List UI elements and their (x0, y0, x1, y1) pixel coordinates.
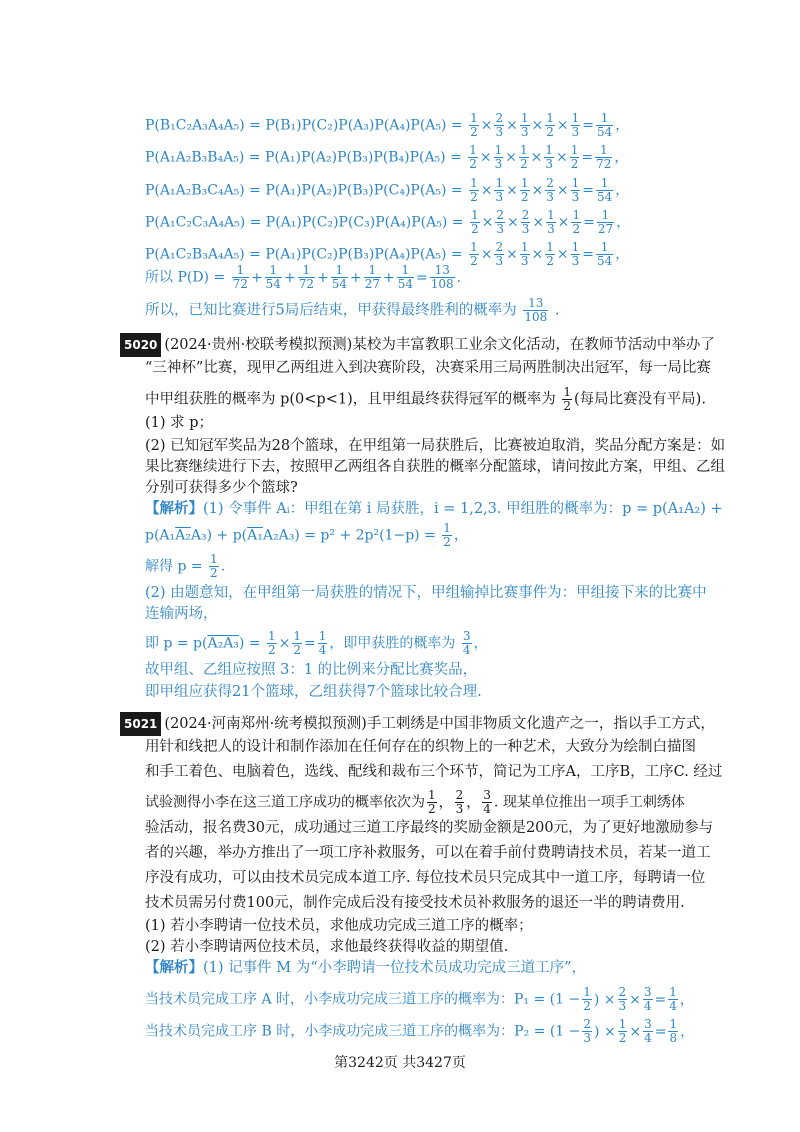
probability-line: P(A₁A₂B₃C₄A₅) = P(A₁)P(A₂)P(B₃)P(C₄)P(A₅) = $\frac{1}{2}$ × $\frac{1}{3}$ × $\frac{1}{2}$ × $\frac{2}{3}$ × $\frac{1}{3}$ = $\frac{1}{54}$ ， (145, 176, 630, 204)
frac-num: 1 (232, 264, 249, 278)
fraction (596, 177, 613, 204)
q5021-text-5: 验活动，报名费30元，成功通过三道工序最终的奖励金额是200元，为了更好地激励参与 (145, 820, 714, 836)
fraction (520, 112, 530, 139)
q5021-text-3: 和手工着色、电脑着色，选线、配线和裁布三个环节，简记为工序A，工序B，工序C. 经过 (145, 764, 723, 780)
probability-lhs: P(A₁C₂B₃A₄A₅) = P(A₁)P(C₂)P(B₃)P(A₄)P(A₅) = (145, 246, 468, 263)
frac-num: 1 (495, 176, 504, 190)
probability-lhs: P(A₁A₂B₃C₄A₅) = P(A₁)P(A₂)P(B₃)P(C₄)P(A₅) = (145, 182, 468, 199)
frac-den: 8 (669, 1031, 678, 1045)
fraction (494, 241, 504, 268)
frac-num: 1 (470, 240, 478, 254)
sol-fraction (292, 630, 302, 657)
fraction (469, 112, 479, 139)
sol-text: 当技术员完成工序 A 时，小李成功完成三道工序的概率为：P₁ = (1 − (145, 991, 581, 1008)
q5020-sol2d: 故甲组、乙组应按照 3：1 的比例来分配比赛奖品， (145, 662, 478, 678)
sol-text: 解得 p = (145, 558, 203, 575)
q5020-text-1: (2024·贵州·校联考模拟预测)某校为丰富教职工业余文化活动，在教师节活动中举办了 (164, 337, 715, 353)
frac-den: 3 (495, 254, 504, 268)
frac-num: 1 (547, 208, 555, 222)
frac-num: 2 (618, 985, 627, 999)
frac-num: 2 (496, 208, 504, 222)
sol-text: (1) 记事件 M 为“小李聘请一位技术员成功完成三道工序”， (203, 960, 587, 976)
fraction (495, 209, 505, 236)
sol-text: 当技术员完成工序 B 时，小李成功完成三道工序的概率为：P₂ = (1 − (145, 1023, 581, 1040)
fraction (545, 177, 555, 204)
frac-num: 1 (571, 111, 580, 125)
frac-num: 13 (523, 297, 548, 311)
frac-den: 4 (483, 802, 491, 816)
frac-den: 2 (470, 254, 478, 268)
conclusion-text: 所以，已知比赛进行5局后结束，甲获得最终胜利的概率为 (145, 302, 517, 319)
q5020-part2a: (2) 已知冠军奖品为28个篮球，在甲组第一局获胜后，比赛被迫取消，奖品分配方案是：如 (145, 438, 726, 454)
frac-num: 1 (596, 241, 613, 255)
frac-den: 54 (265, 277, 281, 291)
fraction (618, 986, 628, 1013)
frac-den: 3 (455, 802, 464, 816)
frac-num: 1 (571, 240, 580, 254)
frac-num: 1 (268, 629, 276, 643)
fraction (494, 177, 504, 204)
frac-num: 1 (596, 177, 613, 191)
frac-num: 1 (469, 143, 477, 157)
fraction (331, 264, 348, 291)
conclusion-line: 所以，已知比赛进行5局后结束，甲获得最终胜利的概率为 $\frac{13}{108}$ . (145, 296, 560, 324)
frac-num: 2 (495, 240, 504, 254)
sol-fraction (209, 553, 219, 580)
fraction (520, 177, 530, 204)
fraction (469, 241, 479, 268)
fraction (364, 264, 381, 291)
prob-fractions: $\frac{1}{2}$ ， $\frac{2}{3}$ ， $\frac{3}{4}$ (428, 788, 491, 816)
frac-num: 1 (520, 240, 529, 254)
probability-line: P(A₁C₂C₃A₄A₅) = P(A₁)P(C₂)P(C₃)P(A₄)P(A₅) = $\frac{1}{2}$ × $\frac{2}{3}$ × $\frac{2}{3}$ × $\frac{1}{3}$ × $\frac{1}{2}$ = $\frac{1}{27}$ ， (145, 208, 631, 236)
frac-den: 2 (268, 643, 276, 657)
q5021-line4 (145, 789, 685, 816)
frac-num: 1 (298, 264, 315, 278)
q5020-text-3a: 中甲组获胜的概率为 p(0<p<1)，且甲组最终获得冠军的概率为 (145, 391, 556, 408)
frac-num: 1 (520, 143, 528, 157)
frac-den: 108 (430, 277, 454, 291)
frac-den: 72 (298, 277, 314, 291)
overline-term: A₂A₃ (207, 635, 239, 652)
fraction (582, 986, 592, 1013)
frac-num: 2 (521, 208, 530, 222)
frac-num: 1 (669, 985, 677, 999)
q5021-text-7: 序没有成功，可以由技术员完成本道工序. 每位技术员只完成其中一道工序，每聘请一位 (145, 870, 706, 886)
page-footer: 第3242页 共3427页 (334, 1055, 466, 1071)
frac-den: 72 (596, 157, 612, 171)
sol-fractions: $\frac{1}{2}$ ) × $\frac{2}{3}$ × $\frac{3}{4}$ = $\frac{1}{4}$ ， (583, 985, 694, 1013)
frac-num: 1 (520, 111, 529, 125)
frac-num: 1 (520, 176, 529, 190)
fraction (546, 209, 556, 236)
frac-den: 3 (546, 190, 554, 204)
q5020-text-3b: (每局比赛没有平局). (574, 391, 706, 408)
fraction (482, 789, 492, 816)
q5020-line1 (120, 333, 715, 357)
q5020-sol2b: 连输两场， (145, 606, 218, 622)
fraction (643, 1018, 653, 1045)
q5021-part2: (2) 若小李聘请两位技术员，求他最终获得收益的期望值. (145, 939, 509, 955)
frac-num: 1 (293, 629, 302, 643)
sol-text: (1) 令事件 Aᵢ：甲组在第 i 局获胜，i = 1,2,3. 甲组胜的概率为：p = p(A₁A₂) + (203, 501, 723, 517)
question-number: 5021 (120, 712, 161, 736)
fraction (595, 144, 612, 171)
frac-den: 27 (597, 222, 614, 236)
frac-num: 1 (397, 264, 414, 278)
frac-den: 3 (496, 222, 504, 236)
fraction (232, 264, 249, 291)
frac-num: 1 (583, 985, 591, 999)
sol-fraction (318, 630, 328, 657)
q5020-part2c: 分别可获得多少个篮球? (145, 480, 298, 496)
frac-den: 54 (331, 277, 347, 291)
frac-num: 1 (546, 111, 554, 125)
fraction (582, 1018, 592, 1045)
frac-den: 2 (520, 157, 528, 171)
frac-den: 3 (618, 999, 627, 1013)
frac-den: 2 (583, 999, 591, 1013)
fraction (596, 241, 613, 268)
frac-den: 4 (643, 999, 652, 1013)
fraction (520, 241, 530, 268)
fraction (597, 209, 614, 236)
frac-num: 1 (331, 264, 348, 278)
q5020-text-2: “三神杯”比赛，现甲乙两组进入到决赛阶段，决赛采用三局两胜制决出冠军，每一局比赛 (145, 360, 711, 376)
probability-line: P(A₁A₂B₃B₄A₅) = P(A₁)P(A₂)P(B₃)P(B₄)P(A₅) = $\frac{1}{2}$ × $\frac{1}{3}$ × $\frac{1}{2}$ × $\frac{1}{3}$ × $\frac{1}{2}$ = $\frac{1}{72}$ ， (145, 143, 629, 171)
fraction (494, 112, 504, 139)
q5021-text-4a: 试验测得小李在这三道工序成功的概率依次为 (145, 794, 425, 811)
q5021-text-8: 技术员需另付费100元，制作完成后没有接受技术员补救服务的退还一半的聘请费用. (145, 895, 685, 911)
frac-den: 2 (572, 222, 581, 236)
question-number: 5020 (120, 333, 161, 357)
frac-num: 1 (443, 521, 451, 535)
frac-den: 3 (547, 222, 555, 236)
fraction (571, 112, 581, 139)
q5020-sol1c: 解得 p = $\frac{1}{2}$ . (145, 552, 226, 580)
q5020-sol2e: 即甲组应获得21个篮球，乙组获得7个篮球比较合理. (145, 684, 482, 700)
frac-den: 27 (364, 277, 380, 291)
sum-fractions: $\frac{1}{72}$ + $\frac{1}{54}$ + $\frac{1}{72}$ + $\frac{1}{54}$ + $\frac{1}{27}$ + $\frac{1}{54}$ = $\frac{13}{108}$ . (232, 263, 462, 291)
frac-num: 1 (545, 143, 554, 157)
frac-den: 3 (571, 190, 580, 204)
q5021-sol2 (145, 986, 694, 1013)
frac-num: 1 (364, 264, 381, 278)
frac-den: 2 (469, 157, 477, 171)
frac-num: 1 (494, 143, 503, 157)
fraction (571, 177, 581, 204)
frac-den: 2 (470, 190, 478, 204)
frac-den: 3 (571, 254, 580, 268)
frac-num: 1 (318, 629, 327, 643)
q5021-sol3 (145, 1018, 694, 1045)
frac-num: 1 (572, 208, 581, 222)
frac-num: 3 (462, 629, 471, 643)
fraction (427, 789, 437, 816)
frac-den: 54 (397, 277, 414, 291)
frac-den: 4 (669, 999, 677, 1013)
frac-den: 2 (520, 190, 529, 204)
frac-den: 3 (571, 125, 580, 139)
sol-fraction (462, 630, 472, 657)
frac-den: 3 (495, 125, 504, 139)
fraction (469, 177, 479, 204)
frac-den: 3 (494, 157, 503, 171)
frac-den: 2 (428, 802, 436, 816)
fraction (668, 1018, 678, 1045)
frac-num: 2 (455, 788, 464, 802)
frac-den: 2 (210, 566, 218, 580)
q5021-line1 (120, 712, 715, 736)
frac-num: 1 (597, 209, 614, 223)
q5021-sol1 (145, 958, 586, 978)
fraction (545, 241, 555, 268)
probability-lhs: P(A₁C₂C₃A₄A₅) = P(A₁)P(C₂)P(C₃)P(A₄)P(A₅) = (145, 214, 468, 231)
frac-num: 1 (428, 788, 436, 802)
q5020-sol1a (145, 499, 723, 519)
sol-text: 即 p = p( (145, 635, 208, 652)
fraction (618, 1018, 628, 1045)
q5020-part2b: 果比赛继续进行下去，按照甲乙两组各自获胜的概率分配篮球，请问按此方案，甲组、乙组 (145, 459, 725, 475)
frac-den: 3 (520, 254, 529, 268)
probability-lhs: P(A₁A₂B₃B₄A₅) = P(A₁)P(A₂)P(B₃)P(B₄)P(A₅) = (145, 149, 467, 166)
fraction (265, 264, 282, 291)
q5021-text-1: (2024·河南郑州·统考模拟预测)手工刺绣是中国非物质文化遗产之一，指以手工方式， (164, 716, 715, 732)
frac-num: 13 (430, 264, 455, 278)
probability-line: P(A₁C₂B₃A₄A₅) = P(A₁)P(C₂)P(B₃)P(A₄)P(A₅) = $\frac{1}{2}$ × $\frac{2}{3}$ × $\frac{1}{3}$ × $\frac{1}{2}$ × $\frac{1}{3}$ = $\frac{1}{54}$ ， (145, 240, 630, 268)
probability-lhs: P(B₁C₂A₃A₄A₅) = P(B₁)P(C₂)P(A₃)P(A₄)P(A₅) = (145, 117, 468, 134)
frac-den: 2 (546, 254, 554, 268)
fraction (519, 144, 529, 171)
fraction (430, 264, 455, 291)
frac-num: 2 (546, 176, 554, 190)
sol-text: p(A₁ (145, 527, 176, 544)
fraction (544, 144, 554, 171)
fraction (494, 144, 504, 171)
q5021-part1: (1) 若小李聘请一位技术员，求他成功完成三道工序的概率； (145, 918, 533, 934)
fraction (571, 241, 581, 268)
analysis-tag: 【解析】 (145, 500, 203, 517)
conclusion-fraction (523, 297, 548, 324)
frac-num: 1 (618, 1017, 627, 1031)
frac-num: 1 (470, 208, 479, 222)
fraction (397, 264, 414, 291)
frac-den: 3 (545, 157, 554, 171)
half-fraction (562, 386, 572, 413)
fraction (298, 264, 315, 291)
sum-prefix: 所以 P(D) = (145, 269, 226, 286)
frac-num: 3 (643, 985, 652, 999)
fraction (668, 986, 678, 1013)
frac-num: 3 (644, 1017, 652, 1031)
sum-line (145, 264, 461, 291)
frac-den: 2 (618, 1031, 627, 1045)
frac-den: 4 (644, 1031, 652, 1045)
q5021-text-4b: . 现某单位推出一项手工刺绣体 (493, 794, 685, 811)
frac-num: 1 (470, 111, 478, 125)
q5020-sol1b: p(A₁A₂A₃) + p(A₁A₂A₃) = p² + 2p²(1−p) = $\frac{1}{2}$ ， (145, 521, 468, 549)
frac-den: 54 (596, 125, 613, 139)
frac-den: 72 (232, 277, 248, 291)
fraction (468, 144, 478, 171)
frac-num: 1 (595, 144, 612, 158)
q5020-sol2a: (2) 由题意知，在甲组第一局获胜的情况下，甲组输掉比赛事件为：甲组接下来的比赛中 (145, 585, 707, 601)
frac-num: 2 (495, 111, 504, 125)
frac-den: 4 (462, 643, 471, 657)
overline-term: A₂ (175, 527, 191, 544)
frac-den: 2 (470, 125, 478, 139)
sol-text: A₂A₃) = p² + 2p²(1−p) = (262, 527, 436, 544)
frac-num: 1 (210, 552, 218, 566)
q5020-line3 (145, 386, 706, 413)
frac-num: 2 (583, 1017, 592, 1031)
frac-den: 2 (563, 399, 571, 413)
frac-den: 2 (570, 157, 579, 171)
overline-term: A₁ (247, 527, 263, 544)
frac-num: 1 (571, 176, 580, 190)
frac-den: 4 (318, 643, 327, 657)
fraction (470, 209, 480, 236)
fraction (571, 209, 581, 236)
sol-text: ) = (238, 635, 261, 652)
sol-fraction (267, 630, 277, 657)
sol-text: A₃) + p( (190, 527, 248, 544)
q5020-part1: (1) 求 p； (145, 415, 214, 431)
sol-fraction (442, 522, 452, 549)
frac-num: 1 (570, 143, 579, 157)
frac-den: 3 (495, 190, 504, 204)
frac-num: 1 (596, 112, 613, 126)
probability-line: P(B₁C₂A₃A₄A₅) = P(B₁)P(C₂)P(A₃)P(A₄)P(A₅) = $\frac{1}{2}$ × $\frac{2}{3}$ × $\frac{1}{3}$ × $\frac{1}{2}$ × $\frac{1}{3}$ = $\frac{1}{54}$ ， (145, 111, 630, 139)
fraction (570, 144, 580, 171)
frac-den: 3 (520, 125, 529, 139)
frac-den: 3 (521, 222, 530, 236)
frac-num: 1 (265, 264, 282, 278)
analysis-tag: 【解析】 (145, 959, 203, 976)
frac-den: 54 (596, 254, 613, 268)
frac-num: 1 (563, 385, 571, 399)
frac-den: 2 (546, 125, 554, 139)
fraction (521, 209, 531, 236)
sol-fractions: $\frac{2}{3}$ ) × $\frac{1}{2}$ × $\frac{3}{4}$ = $\frac{1}{8}$ ， (583, 1017, 695, 1045)
fraction (545, 112, 555, 139)
frac-num: 1 (470, 176, 478, 190)
frac-num: 1 (669, 1017, 678, 1031)
fraction (643, 986, 653, 1013)
q5021-text-2: 用针和线把人的设计和制作添加在任何存在的织物上的一种艺术，大致分为绘制白描图 (145, 739, 696, 755)
frac-num: 3 (483, 788, 491, 802)
fraction (596, 112, 613, 139)
frac-den: 2 (470, 222, 479, 236)
sol-text: ，即甲获胜的概率为 (329, 635, 456, 652)
frac-den: 54 (596, 190, 613, 204)
frac-den: 3 (583, 1031, 592, 1045)
frac-den: 2 (443, 535, 451, 549)
q5021-text-6: 者的兴趣，举办方推出了一项工序补救服务，可以在着手前付费聘请技术员，若某一道工 (145, 845, 711, 861)
frac-den: 108 (524, 310, 548, 324)
fraction (455, 789, 465, 816)
q5020-sol2c: 即 p = p(A₂A₃) = $\frac{1}{2}$ × $\frac{1}{2}$ = $\frac{1}{4}$ ，即甲获胜的概率为 $\frac{3}{4}$ ， (145, 629, 488, 657)
frac-num: 1 (546, 240, 554, 254)
frac-den: 2 (293, 643, 302, 657)
